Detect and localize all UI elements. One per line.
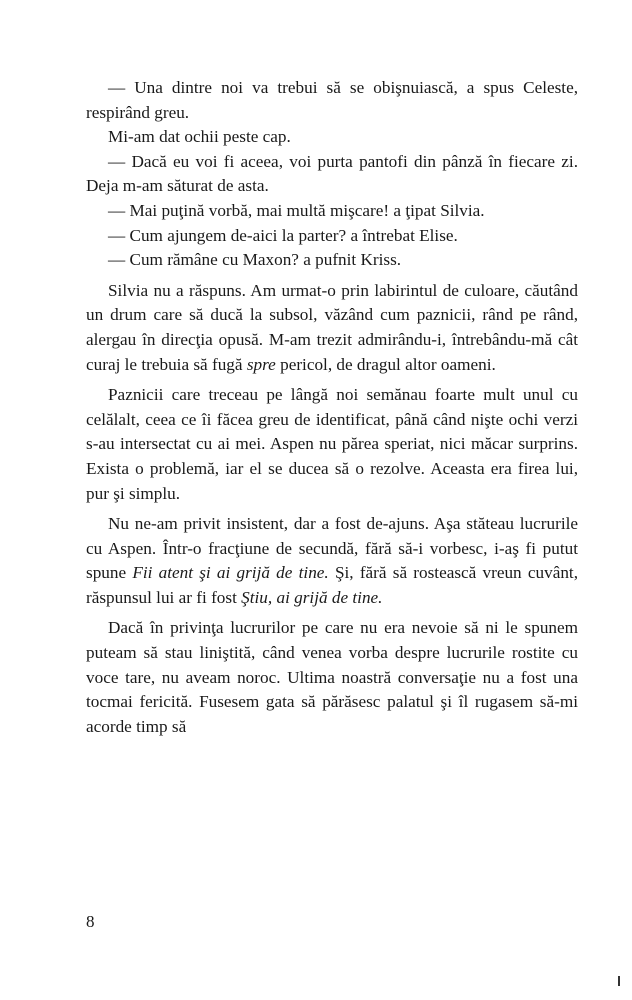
text-run: Paznicii care treceau pe lângă noi semănau foarte mult unul cu celălalt, ceea ce îi făcea greu de identificat, până când nişte ochi verzi s-au intersectat cu ai mei. Aspen nu părea speriat, nici măcar surprins. Exista o problemă, iar el se ducea să o rezolve. Aceasta era firea lui, pur şi simplu. — [86, 385, 578, 503]
text-run: Silvia nu a răspuns. Am urmat-o prin labirintul de culoare, căutând un drum care să ducă la subsol, văzând cum paznicii, rând pe rând, alergau în direcţia opusă. M-am trezit admirându-i, întrebându-mă cât curaj le trebuia să fugă — [86, 280, 578, 374]
text-run: pericol, de dragul altor oameni. — [275, 354, 496, 374]
paragraph — [86, 76, 578, 125]
text-run: Nu ne-am privit insistent, dar a fost de-ajuns. Aşa stăteau lucrurile cu Aspen. Într-o fracţiune de secundă, fără să-i vorbesc, i-aş fi putut spune — [86, 514, 578, 583]
text-run: Mi-am dat ochii peste cap. — [108, 127, 291, 147]
text-run: — Cum ajungem de-aici la parter? a întrebat Elise. — [108, 225, 458, 245]
page-number: 8 — [86, 912, 95, 931]
paragraph — [86, 279, 578, 377]
text-run: — Una dintre noi va trebui să se obişnuiască, a spus Celeste, respirând greu. — [86, 78, 578, 122]
paragraph — [86, 383, 578, 506]
body-text — [86, 76, 578, 739]
text-run: — Cum rămâne cu Maxon? a pufnit Kriss. — [108, 250, 402, 270]
text-run: — Mai puţină vorbă, mai multă mişcare! a ţipat Silvia. — [108, 200, 485, 220]
italic-text: Ştiu, ai grijă de tine. — [241, 587, 383, 607]
scan-edge-mark — [618, 976, 620, 986]
paragraph — [86, 616, 578, 739]
text-run: Dacă în privinţa lucrurilor pe care nu era nevoie să ni le spunem puteam să stau liniştită, când venea vorba despre lucrurile rostite cu voce tare, nu aveam noroc. Ultima noastră conversaţie nu a fost una tocmai fericită. Fusesem gata să părăsesc palatul şi îl rugasem să-mi acorde timp să — [86, 618, 578, 736]
italic-text: spre — [246, 354, 276, 374]
paragraph — [86, 512, 578, 610]
paragraph — [86, 125, 578, 150]
paragraph — [86, 150, 578, 199]
text-run: Şi, fără să rostească vreun cuvânt, răspunsul lui ar fi fost — [86, 563, 578, 607]
paragraph — [86, 224, 578, 249]
paragraph — [86, 199, 578, 224]
paragraph — [86, 248, 578, 273]
italic-text: Fii atent şi ai grijă de tine. — [132, 563, 329, 583]
text-run: — Dacă eu voi fi aceea, voi purta pantofi din pânză în fiecare zi. Deja m-am săturat de asta. — [86, 151, 578, 196]
